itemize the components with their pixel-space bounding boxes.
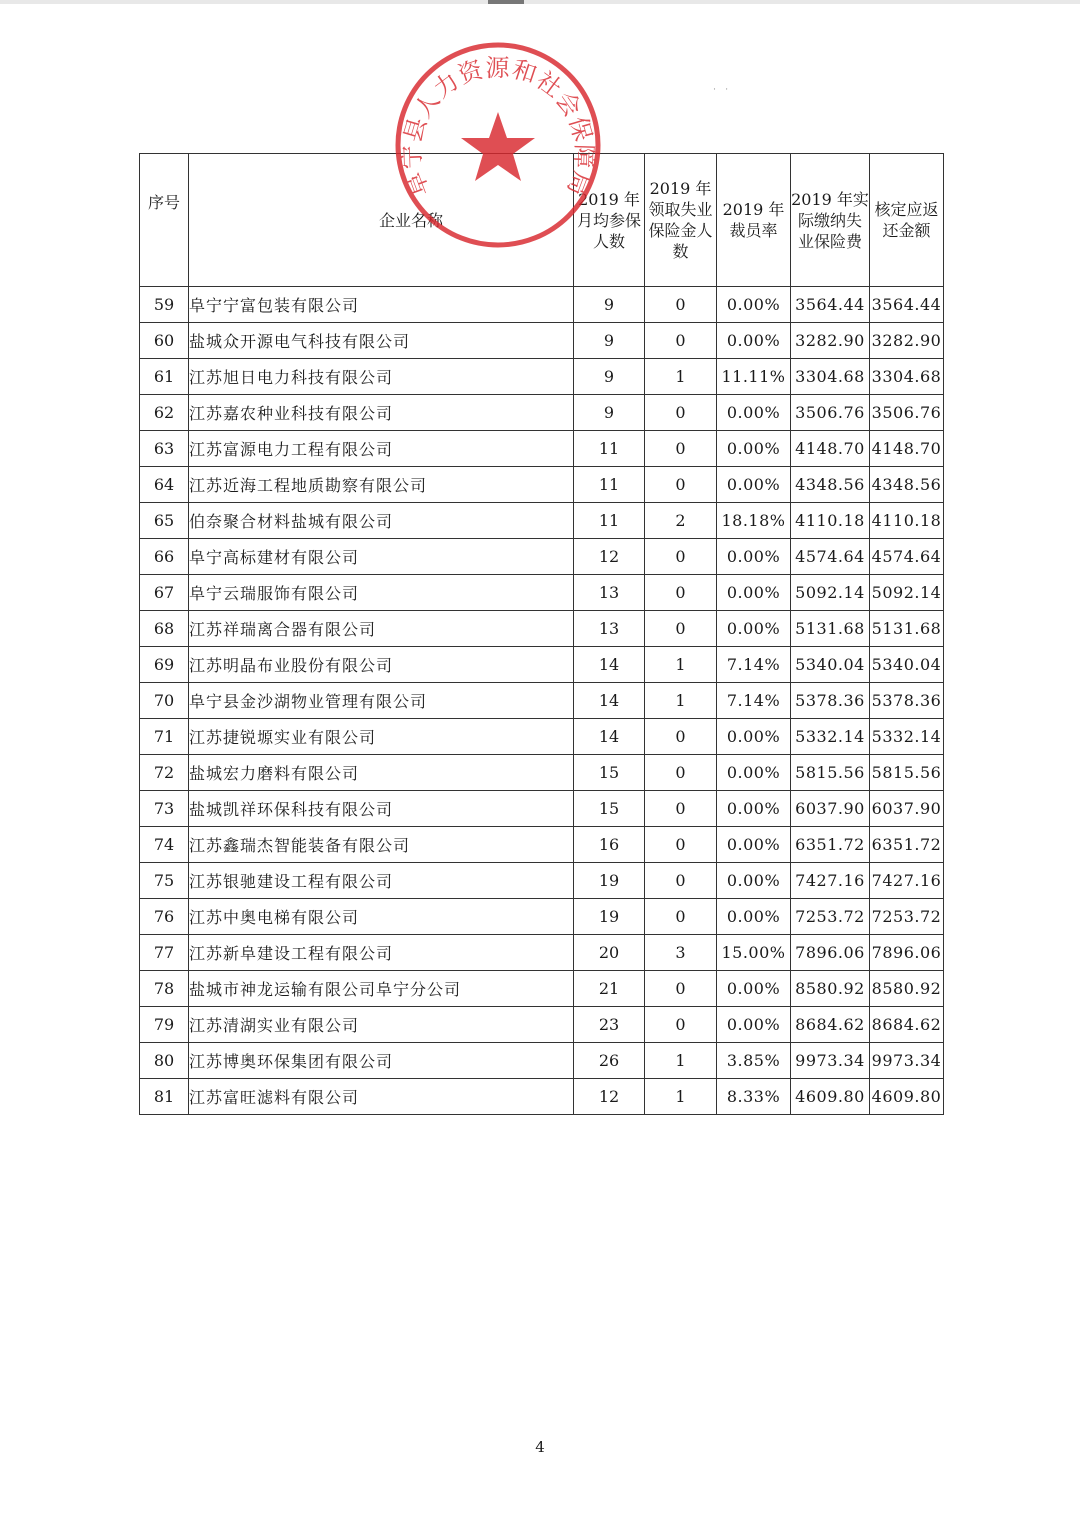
cell-layoff-rate: 0.00% <box>717 719 791 755</box>
cell-company-name: 江苏富源电力工程有限公司 <box>189 431 574 467</box>
table-row <box>140 359 944 395</box>
cell-seq: 65 <box>140 503 189 539</box>
cell-layoff-rate: 0.00% <box>717 971 791 1007</box>
cell-refund: 5131.68 <box>870 611 944 647</box>
cell-avg-insured: 12 <box>574 1079 645 1115</box>
header-claimants: 2019 年领取失业保险金人数 <box>645 154 717 287</box>
cell-avg-insured: 14 <box>574 683 645 719</box>
cell-refund: 4574.64 <box>870 539 944 575</box>
cell-company-name: 盐城宏力磨料有限公司 <box>189 755 574 791</box>
cell-seq: 79 <box>140 1007 189 1043</box>
cell-seq: 63 <box>140 431 189 467</box>
cell-company-name: 江苏清湖实业有限公司 <box>189 1007 574 1043</box>
table-row <box>140 719 944 755</box>
cell-layoff-rate: 0.00% <box>717 1007 791 1043</box>
cell-avg-insured: 13 <box>574 575 645 611</box>
cell-layoff-rate: 0.00% <box>717 467 791 503</box>
table-row <box>140 971 944 1007</box>
cell-refund: 7427.16 <box>870 863 944 899</box>
cell-company-name: 江苏银驰建设工程有限公司 <box>189 863 574 899</box>
cell-avg-insured: 9 <box>574 395 645 431</box>
cell-refund: 9973.34 <box>870 1043 944 1079</box>
cell-company-name: 阜宁县金沙湖物业管理有限公司 <box>189 683 574 719</box>
table-row <box>140 683 944 719</box>
cell-refund: 5092.14 <box>870 575 944 611</box>
cell-company-name: 江苏鑫瑞杰智能装备有限公司 <box>189 827 574 863</box>
table-row <box>140 287 944 323</box>
cell-avg-insured: 16 <box>574 827 645 863</box>
cell-refund: 3304.68 <box>870 359 944 395</box>
cell-layoff-rate: 0.00% <box>717 791 791 827</box>
cell-paid: 8580.92 <box>791 971 870 1007</box>
cell-paid: 3506.76 <box>791 395 870 431</box>
cell-layoff-rate: 0.00% <box>717 575 791 611</box>
header-avg-insured: 2019 年月均参保人数 <box>574 154 645 287</box>
cell-claimants: 0 <box>645 791 717 827</box>
table-row <box>140 791 944 827</box>
table-row <box>140 611 944 647</box>
cell-claimants: 0 <box>645 1007 717 1043</box>
cell-refund: 7253.72 <box>870 899 944 935</box>
cell-claimants: 2 <box>645 503 717 539</box>
cell-paid: 5131.68 <box>791 611 870 647</box>
cell-avg-insured: 11 <box>574 467 645 503</box>
cell-company-name: 伯奈聚合材料盐城有限公司 <box>189 503 574 539</box>
cell-company-name: 盐城市神龙运输有限公司阜宁分公司 <box>189 971 574 1007</box>
cell-claimants: 0 <box>645 539 717 575</box>
cell-claimants: 0 <box>645 899 717 935</box>
refund-table <box>139 153 944 1115</box>
cell-company-name: 江苏旭日电力科技有限公司 <box>189 359 574 395</box>
cell-claimants: 0 <box>645 863 717 899</box>
header-refund: 核定应返还金额 <box>870 154 944 287</box>
cell-refund: 5815.56 <box>870 755 944 791</box>
cell-seq: 60 <box>140 323 189 359</box>
table-row <box>140 431 944 467</box>
cell-layoff-rate: 0.00% <box>717 431 791 467</box>
cell-refund: 5332.14 <box>870 719 944 755</box>
cell-company-name: 江苏中奥电梯有限公司 <box>189 899 574 935</box>
cell-avg-insured: 9 <box>574 287 645 323</box>
cell-refund: 3506.76 <box>870 395 944 431</box>
table-header-row <box>140 154 944 287</box>
cell-seq: 67 <box>140 575 189 611</box>
cell-layoff-rate: 0.00% <box>717 287 791 323</box>
cell-avg-insured: 21 <box>574 971 645 1007</box>
cell-avg-insured: 11 <box>574 431 645 467</box>
cell-paid: 4574.64 <box>791 539 870 575</box>
cell-claimants: 0 <box>645 431 717 467</box>
cell-seq: 64 <box>140 467 189 503</box>
table-row <box>140 323 944 359</box>
cell-avg-insured: 23 <box>574 1007 645 1043</box>
cell-claimants: 0 <box>645 287 717 323</box>
table-row <box>140 647 944 683</box>
cell-seq: 76 <box>140 899 189 935</box>
cell-seq: 69 <box>140 647 189 683</box>
cell-refund: 6351.72 <box>870 827 944 863</box>
cell-paid: 5332.14 <box>791 719 870 755</box>
cell-avg-insured: 12 <box>574 539 645 575</box>
cell-refund: 5340.04 <box>870 647 944 683</box>
cell-claimants: 1 <box>645 1043 717 1079</box>
cell-layoff-rate: 3.85% <box>717 1043 791 1079</box>
cell-seq: 66 <box>140 539 189 575</box>
table-row <box>140 935 944 971</box>
cell-refund: 8580.92 <box>870 971 944 1007</box>
cell-seq: 70 <box>140 683 189 719</box>
cell-company-name: 江苏捷锐塬实业有限公司 <box>189 719 574 755</box>
cell-seq: 81 <box>140 1079 189 1115</box>
table-row <box>140 1043 944 1079</box>
cell-claimants: 0 <box>645 611 717 647</box>
cell-claimants: 0 <box>645 755 717 791</box>
cell-paid: 8684.62 <box>791 1007 870 1043</box>
cell-paid: 6351.72 <box>791 827 870 863</box>
cell-seq: 75 <box>140 863 189 899</box>
cell-seq: 74 <box>140 827 189 863</box>
cell-paid: 6037.90 <box>791 791 870 827</box>
table-row <box>140 755 944 791</box>
cell-paid: 5378.36 <box>791 683 870 719</box>
cell-claimants: 0 <box>645 575 717 611</box>
cell-avg-insured: 14 <box>574 719 645 755</box>
table-row <box>140 1007 944 1043</box>
cell-seq: 73 <box>140 791 189 827</box>
cell-seq: 78 <box>140 971 189 1007</box>
cell-refund: 6037.90 <box>870 791 944 827</box>
table-row <box>140 827 944 863</box>
cell-company-name: 江苏新阜建设工程有限公司 <box>189 935 574 971</box>
cell-paid: 9973.34 <box>791 1043 870 1079</box>
cell-layoff-rate: 7.14% <box>717 683 791 719</box>
header-layoff-rate: 2019 年裁员率 <box>717 154 791 287</box>
cell-avg-insured: 19 <box>574 899 645 935</box>
cell-paid: 4609.80 <box>791 1079 870 1115</box>
cell-company-name: 盐城凯祥环保科技有限公司 <box>189 791 574 827</box>
page-number: 4 <box>535 1438 545 1456</box>
cell-paid: 7896.06 <box>791 935 870 971</box>
table-body <box>140 287 944 1115</box>
cell-paid: 3282.90 <box>791 323 870 359</box>
cell-refund: 4348.56 <box>870 467 944 503</box>
cell-layoff-rate: 7.14% <box>717 647 791 683</box>
table-row <box>140 1079 944 1115</box>
cell-company-name: 江苏博奥环保集团有限公司 <box>189 1043 574 1079</box>
cell-seq: 71 <box>140 719 189 755</box>
cell-claimants: 0 <box>645 719 717 755</box>
cell-claimants: 1 <box>645 683 717 719</box>
cell-paid: 4110.18 <box>791 503 870 539</box>
cell-layoff-rate: 0.00% <box>717 755 791 791</box>
cell-layoff-rate: 11.11% <box>717 359 791 395</box>
cell-avg-insured: 11 <box>574 503 645 539</box>
cell-avg-insured: 13 <box>574 611 645 647</box>
cell-company-name: 江苏嘉农种业科技有限公司 <box>189 395 574 431</box>
cell-claimants: 0 <box>645 827 717 863</box>
cell-paid: 3304.68 <box>791 359 870 395</box>
cell-avg-insured: 26 <box>574 1043 645 1079</box>
cell-seq: 72 <box>140 755 189 791</box>
cell-company-name: 阜宁云瑞服饰有限公司 <box>189 575 574 611</box>
table-row <box>140 539 944 575</box>
cell-company-name: 阜宁高标建材有限公司 <box>189 539 574 575</box>
table-row <box>140 575 944 611</box>
cell-seq: 59 <box>140 287 189 323</box>
cell-claimants: 0 <box>645 395 717 431</box>
cell-paid: 5092.14 <box>791 575 870 611</box>
cell-paid: 7427.16 <box>791 863 870 899</box>
cell-company-name: 阜宁宁富包装有限公司 <box>189 287 574 323</box>
cell-company-name: 江苏近海工程地质勘察有限公司 <box>189 467 574 503</box>
cell-claimants: 3 <box>645 935 717 971</box>
cell-paid: 4148.70 <box>791 431 870 467</box>
cell-seq: 80 <box>140 1043 189 1079</box>
cell-refund: 7896.06 <box>870 935 944 971</box>
cell-claimants: 0 <box>645 971 717 1007</box>
cell-refund: 8684.62 <box>870 1007 944 1043</box>
cell-paid: 7253.72 <box>791 899 870 935</box>
cell-claimants: 1 <box>645 1079 717 1115</box>
cell-layoff-rate: 18.18% <box>717 503 791 539</box>
table-row <box>140 467 944 503</box>
cell-layoff-rate: 0.00% <box>717 863 791 899</box>
cell-layoff-rate: 15.00% <box>717 935 791 971</box>
cell-refund: 3564.44 <box>870 287 944 323</box>
cell-paid: 3564.44 <box>791 287 870 323</box>
cell-refund: 5378.36 <box>870 683 944 719</box>
scan-edge <box>0 0 1080 4</box>
header-paid: 2019 年实际缴纳失业保险费 <box>791 154 870 287</box>
cell-avg-insured: 9 <box>574 359 645 395</box>
table-row <box>140 503 944 539</box>
cell-avg-insured: 20 <box>574 935 645 971</box>
cell-company-name: 江苏明晶布业股份有限公司 <box>189 647 574 683</box>
cell-avg-insured: 15 <box>574 755 645 791</box>
cell-seq: 68 <box>140 611 189 647</box>
cell-refund: 4110.18 <box>870 503 944 539</box>
cell-claimants: 1 <box>645 647 717 683</box>
cell-avg-insured: 15 <box>574 791 645 827</box>
cell-refund: 3282.90 <box>870 323 944 359</box>
cell-paid: 5340.04 <box>791 647 870 683</box>
table-row <box>140 395 944 431</box>
table-row <box>140 899 944 935</box>
cell-layoff-rate: 0.00% <box>717 827 791 863</box>
scan-speck: ˙ ˙ <box>712 88 732 99</box>
header-company-name: 企业名称 <box>189 154 574 287</box>
cell-paid: 5815.56 <box>791 755 870 791</box>
cell-avg-insured: 19 <box>574 863 645 899</box>
cell-seq: 61 <box>140 359 189 395</box>
header-seq: 序号 <box>140 154 189 287</box>
cell-layoff-rate: 0.00% <box>717 899 791 935</box>
cell-seq: 77 <box>140 935 189 971</box>
cell-claimants: 1 <box>645 359 717 395</box>
cell-paid: 4348.56 <box>791 467 870 503</box>
scan-mark <box>488 0 524 4</box>
cell-layoff-rate: 8.33% <box>717 1079 791 1115</box>
table-row <box>140 863 944 899</box>
cell-avg-insured: 9 <box>574 323 645 359</box>
cell-refund: 4609.80 <box>870 1079 944 1115</box>
cell-seq: 62 <box>140 395 189 431</box>
cell-company-name: 江苏祥瑞离合器有限公司 <box>189 611 574 647</box>
cell-company-name: 盐城众开源电气科技有限公司 <box>189 323 574 359</box>
cell-layoff-rate: 0.00% <box>717 611 791 647</box>
cell-refund: 4148.70 <box>870 431 944 467</box>
cell-claimants: 0 <box>645 323 717 359</box>
cell-claimants: 0 <box>645 467 717 503</box>
cell-layoff-rate: 0.00% <box>717 395 791 431</box>
seal-text: 阜宁县人力资源和社会保障局 <box>397 53 599 201</box>
cell-layoff-rate: 0.00% <box>717 539 791 575</box>
cell-layoff-rate: 0.00% <box>717 323 791 359</box>
cell-company-name: 江苏富旺滤料有限公司 <box>189 1079 574 1115</box>
cell-avg-insured: 14 <box>574 647 645 683</box>
